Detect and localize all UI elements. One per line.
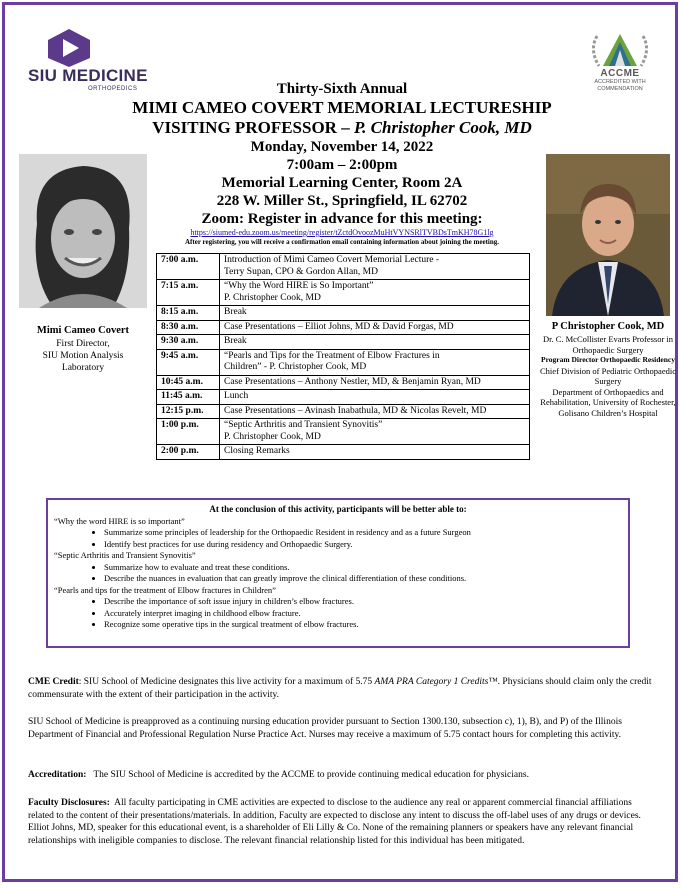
table-row: [157, 390, 530, 405]
header-annual: Thirty-Sixth Annual: [276, 81, 408, 97]
learning-objectives-box: [46, 498, 630, 648]
schedule-event: [220, 254, 530, 280]
siu-logo-name: SIU MEDICINE: [28, 66, 148, 85]
schedule-event-line-1: Break: [224, 336, 247, 346]
schedule-event-line-2: Children” - P. Christopher Cook, MD: [224, 362, 367, 372]
right-person-line-2: Program Director Orthopaedic Residency: [541, 355, 675, 364]
schedule-time: 11:45 a.m.: [157, 390, 220, 405]
objectives-title: At the conclusion of this activity, participants will be better able to:: [209, 504, 467, 514]
schedule-time: 12:15 p.m.: [157, 404, 220, 419]
schedule-time: 2:00 p.m.: [157, 445, 220, 460]
table-row: [157, 419, 530, 445]
schedule-time: 8:30 a.m.: [157, 320, 220, 335]
schedule-event: [220, 445, 530, 460]
schedule-time: 8:15 a.m.: [157, 306, 220, 321]
schedule-event-line-2: P. Christopher Cook, MD: [224, 431, 321, 442]
zoom-registration-link[interactable]: https://siumed-edu.zoom.us/meeting/register/tZctdOvoozMuHtVYNSRlTVBDsTmKH78G1lg: [190, 228, 494, 237]
right-person-line-1: Dr. C. McCollister Evarts Professor in Orthopaedic Surgery: [542, 334, 674, 355]
accreditation-label: Accreditation:: [28, 770, 87, 780]
schedule-event: [220, 335, 530, 350]
schedule-event: [220, 306, 530, 321]
schedule-time: 7:00 a.m.: [157, 254, 220, 280]
schedule-event-line-1: “Septic Arthritis and Transient Synovitis”: [224, 420, 383, 430]
schedule-time: 1:00 p.m.: [157, 419, 220, 445]
schedule-event-line-1: Case Presentations – Avinash Inabathula, MD & Nicolas Revelt, MD: [224, 405, 487, 416]
header-lectureship: MIMI CAMEO COVERT MEMORIAL LECTURESHIP: [132, 98, 552, 117]
left-caption: [14, 324, 152, 374]
right-person-name: P Christopher Cook, MD: [551, 321, 665, 332]
left-person-title-2: SIU Motion Analysis: [42, 351, 124, 361]
table-row: [157, 349, 530, 375]
left-person-title-3: Laboratory: [61, 363, 105, 373]
schedule-event: [220, 404, 530, 419]
schedule-event-line-1: “Why the Word HIRE is So Important”: [224, 281, 374, 291]
accme-sub-2: COMMENDATION: [597, 86, 643, 92]
schedule-event: [220, 419, 530, 445]
nursing-paragraph: SIU School of Medicine is preapproved as a continuing nursing education provider pursuant to Section 1300.130, subsection c), 1), B), and P) of the Illinois Department of Financial and Professional Regulation Nurse Practice Act. Nurses may receive a maximum of 5.75 contact hours for completing this activity.: [28, 717, 622, 740]
schedule-event-line-1: Case Presentations – Elliot Johns, MD & David Forgas, MD: [224, 321, 454, 332]
zoom-note: After registering, you will receive a confirmation email containing information about joining the meeting.: [185, 238, 499, 246]
table-row: [157, 375, 530, 390]
objective-topic-2: “Septic Arthritis and Transient Synovitis”: [54, 550, 196, 560]
schedule-event-line-1: Break: [224, 307, 247, 317]
list-item: • Describe the nuances in evaluation that can greatly improve the clinical differentiation of these conditions.: [104, 573, 622, 585]
header-time: 7:00am – 2:00pm: [286, 157, 398, 173]
right-person-line-3: Chief Division of Pediatric Orthopaedic Surgery: [540, 365, 676, 386]
christopher-cook-photo: [546, 154, 670, 316]
schedule-event: [220, 320, 530, 335]
right-caption: [538, 320, 678, 418]
objective-list-3: [54, 596, 622, 631]
schedule-table: [156, 253, 530, 460]
accme-name: ACCME: [600, 68, 640, 79]
schedule-event-line-2: P. Christopher Cook, MD: [224, 292, 321, 303]
schedule-event: [220, 280, 530, 306]
disclosures-label: Faculty Disclosures:: [28, 798, 110, 808]
accreditation-paragraph: Accreditation: The SIU School of Medicine is accredited by the ACCME to provide continuing medical education for physicians.: [28, 770, 529, 780]
table-row: [157, 445, 530, 460]
table-row: [157, 335, 530, 350]
objective-topic-3: “Pearls and tips for the treatment of Elbow fractures in Children”: [54, 584, 276, 595]
table-row: [157, 306, 530, 321]
schedule-time: 7:15 a.m.: [157, 280, 220, 306]
schedule-event-line-1: “Pearls and Tips for the Treatment of Elbow Fractures in: [224, 350, 440, 361]
schedule-event-line-2: Terry Supan, CPO & Gordon Allan, MD: [224, 266, 378, 277]
left-person-title-1: First Director,: [56, 339, 110, 349]
left-person-name: Mimi Cameo Covert: [36, 325, 130, 336]
right-person-line-4: Department of Orthopaedics and Rehabilitation, University of Rochester, Golisano Children’s Hospital: [540, 386, 676, 418]
schedule-event-line-1: Lunch: [224, 391, 249, 401]
header-zoom: Zoom: Register in advance for this meeting:: [201, 211, 483, 227]
siu-play-icon: [46, 28, 92, 68]
schedule-event-line-1: Closing Remarks: [224, 446, 290, 456]
list-item: • Recognize some operative tips in the surgical treatment of elbow fractures.: [104, 619, 622, 631]
cme-credit-paragraph: CME Credit: SIU School of Medicine designates this live activity for a maximum of 5.75 AMA PRA Category 1 Credits™. Physicians should claim only the credit commensurate with the extent of their participation in the activity.: [28, 677, 652, 700]
header-venue: Memorial Learning Center, Room 2A: [221, 175, 463, 191]
objective-list-2: [54, 562, 622, 585]
list-item: • Describe the importance of soft issue injury in children’s elbow fractures.: [104, 596, 622, 608]
header-address: 228 W. Miller St., Springfield, IL 62702: [216, 193, 468, 209]
header-visiting-professor: VISITING PROFESSOR – P. Christopher Cook, MD: [152, 118, 532, 137]
mimi-covert-photo: [19, 154, 147, 308]
schedule-event: [220, 390, 530, 405]
schedule-event: [220, 349, 530, 375]
cme-label: CME Credit: [28, 677, 79, 687]
list-item: • Accurately interpret imaging in childhood elbow fracture.: [104, 608, 622, 620]
disclosures-paragraph: Faculty Disclosures: All faculty participating in CME activities are expected to disclose to the audience any real or apparent commercial financial affiliations related to the content of their presentations/materials. In addition, Faculty are expected to disclose any intent to discuss the off-label uses of any drugs or devices. Elliot Johns, MD, speaker for this educational event, is a shareholder of Eli Lilly & Co. None of the remaining planners or speakers have any relevant financial relationships with ineligible companies to disclose. The relevant financial relationship listed for this individual has been mitigated.: [28, 798, 641, 846]
schedule-event-line-1: Case Presentations – Anthony Nestler, MD, & Benjamin Ryan, MD: [224, 376, 481, 387]
schedule-event: [220, 375, 530, 390]
table-row: [157, 280, 530, 306]
event-header: [90, 80, 594, 247]
header-date: Monday, November 14, 2022: [250, 139, 434, 155]
list-item: • Identify best practices for use during residency and Orthopaedic Surgery.: [104, 539, 622, 551]
accme-laurel-icon: [585, 30, 655, 70]
table-row: [157, 404, 530, 419]
table-row: [157, 320, 530, 335]
table-row: [157, 254, 530, 280]
cme-credit-type: AMA PRA Category 1 Credits™: [374, 677, 498, 687]
objective-topic-1: “Why the word HIRE is so important”: [54, 515, 185, 526]
schedule-time: 9:30 a.m.: [157, 335, 220, 350]
list-item: • Summarize how to evaluate and treat these conditions.: [104, 562, 622, 574]
objective-list-1: [54, 527, 622, 550]
siu-logo-sub: ORTHOPEDICS: [88, 86, 138, 92]
schedule-time: 9:45 a.m.: [157, 349, 220, 375]
professor-name: P. Christopher Cook, MD: [353, 118, 532, 137]
schedule-time: 10:45 a.m.: [157, 375, 220, 390]
schedule-event-line-1: Introduction of Mimi Cameo Covert Memorial Lecture -: [224, 255, 440, 265]
list-item: • Summarize some principles of leadership for the Orthopaedic Resident in residency and as a future Surgeon: [104, 527, 622, 539]
accme-sub-1: ACCREDITED WITH: [594, 79, 646, 85]
